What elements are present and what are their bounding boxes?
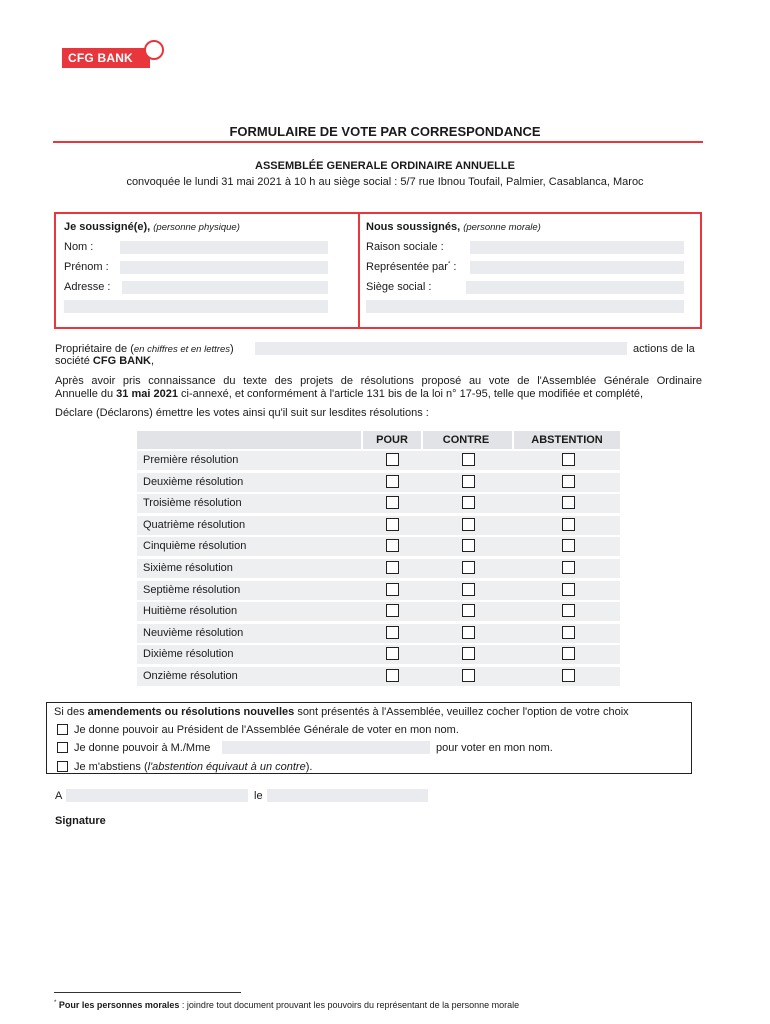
- vote-abstention-checkbox[interactable]: [562, 604, 575, 617]
- header-separator: [421, 431, 423, 449]
- vote-pour-checkbox[interactable]: [386, 496, 399, 509]
- raison-sociale-field[interactable]: [470, 241, 684, 254]
- vote-pour-checkbox[interactable]: [386, 626, 399, 639]
- abstain-pre: Je m'abstiens (: [74, 761, 148, 773]
- option-abstain-checkbox[interactable]: [57, 761, 68, 772]
- physical-heading: [64, 221, 240, 233]
- representee-colon: :: [453, 261, 457, 273]
- resolution-label: Troisième résolution: [143, 497, 242, 510]
- vote-abstention-checkbox[interactable]: [562, 453, 575, 466]
- signature-label: Signature: [55, 815, 106, 827]
- adresse-label: Adresse :: [64, 281, 111, 293]
- vote-abstention-checkbox[interactable]: [562, 583, 575, 596]
- ownership-suffix: ): [229, 343, 234, 355]
- societe-comma: ,: [150, 355, 155, 367]
- vote-pour-checkbox[interactable]: [386, 647, 399, 660]
- vote-pour-checkbox[interactable]: [386, 604, 399, 617]
- footnote-mark: *: [447, 261, 451, 268]
- vote-contre-checkbox[interactable]: [462, 583, 475, 596]
- after-line-2-pre: Annuelle du: [55, 388, 114, 400]
- footnote-bold: Pour les personnes morales: [58, 1000, 180, 1010]
- prenom-field[interactable]: [120, 261, 328, 274]
- amendments-intro-bold: amendements ou résolutions nouvelles: [87, 706, 295, 718]
- resolution-label: Dixième résolution: [143, 648, 234, 661]
- after-line-2: [55, 388, 643, 401]
- representee-label: [366, 261, 456, 273]
- vote-contre-checkbox[interactable]: [462, 561, 475, 574]
- moral-heading-note: (personne morale): [463, 222, 541, 233]
- vote-abstention-checkbox[interactable]: [562, 669, 575, 682]
- option-proxy-checkbox[interactable]: [57, 742, 68, 753]
- logo-seal-icon: [144, 40, 164, 60]
- footnote-star: *: [54, 1000, 57, 1006]
- moral-heading: [366, 221, 541, 233]
- vote-abstention-checkbox[interactable]: [562, 561, 575, 574]
- resolution-label: Septième résolution: [143, 583, 241, 596]
- resolution-label: Cinquième résolution: [143, 540, 247, 553]
- representee-field[interactable]: [470, 261, 684, 274]
- siege-field-2[interactable]: [366, 300, 684, 313]
- vote-contre-checkbox[interactable]: [462, 604, 475, 617]
- ownership-prefix-text: Propriétaire de (: [55, 343, 134, 355]
- resolution-label: Deuxième résolution: [143, 475, 244, 488]
- resolution-label: Onzième résolution: [143, 670, 238, 682]
- header-separator: [512, 431, 514, 449]
- vote-pour-checkbox[interactable]: [386, 561, 399, 574]
- place-field[interactable]: [66, 789, 248, 802]
- vote-contre-checkbox[interactable]: [462, 647, 475, 660]
- amendments-intro-pre: Si des: [54, 706, 85, 718]
- option-president-label: Je donne pouvoir au Président de l'Assemblée Générale de voter en mon nom.: [74, 724, 459, 736]
- identity-separator: [358, 212, 360, 327]
- form-title: FORMULAIRE DE VOTE PAR CORRESPONDANCE: [229, 124, 541, 139]
- shares-count-field[interactable]: [255, 342, 627, 355]
- cfg-bank-logo: [62, 40, 164, 70]
- vote-contre-checkbox[interactable]: [462, 496, 475, 509]
- option-proxy-label: Je donne pouvoir à M./Mme: [74, 742, 211, 754]
- siege-field-1[interactable]: [466, 281, 684, 294]
- title-underline: [53, 141, 703, 143]
- vote-abstention-checkbox[interactable]: [562, 518, 575, 531]
- vote-contre-checkbox[interactable]: [462, 475, 475, 488]
- societe-text: société: [55, 355, 90, 367]
- amendments-intro-post: sont présentés à l'Assemblée, veuillez cocher l'option de votre choix: [297, 706, 629, 718]
- amendments-intro: [54, 706, 629, 719]
- nom-label: Nom :: [64, 241, 94, 253]
- option-president-checkbox[interactable]: [57, 724, 68, 735]
- assembly-subtitle: ASSEMBLÉE GENERALE ORDINAIRE ANNUELLE: [255, 160, 515, 172]
- raison-sociale-label: Raison sociale :: [366, 241, 444, 253]
- vote-contre-checkbox[interactable]: [462, 669, 475, 682]
- adresse-field-2[interactable]: [64, 300, 328, 313]
- footnote: [54, 1000, 519, 1010]
- resolution-label: Quatrième résolution: [143, 518, 246, 531]
- convocation-line: convoquée le lundi 31 mai 2021 à 10 h au siège social : 5/7 rue Ibnou Toufail, Palmier, Casablanca, Maroc: [126, 176, 644, 188]
- vote-column-abstention: ABSTENTION: [531, 434, 603, 446]
- moral-heading-text: Nous soussignés,: [366, 221, 461, 233]
- resolution-label: Première résolution: [143, 454, 239, 466]
- vote-abstention-checkbox[interactable]: [562, 647, 575, 660]
- after-line-2-post: ci-annexé, et conformément à l'article 131 bis de la loi n° 17-95, telle que modifiée et complété,: [181, 388, 644, 400]
- header-separator: [361, 431, 363, 449]
- vote-abstention-checkbox[interactable]: [562, 539, 575, 552]
- vote-abstention-checkbox[interactable]: [562, 626, 575, 639]
- abstain-italic: l'abstention équivaut à un contre: [147, 761, 306, 773]
- option-abstain-label: [74, 761, 312, 774]
- adresse-field-1[interactable]: [122, 281, 328, 294]
- proxy-name-field[interactable]: [222, 741, 430, 754]
- siege-label: Siège social :: [366, 281, 432, 293]
- assembly-date: 31 mai 2021: [116, 388, 178, 400]
- place-label: A: [55, 790, 63, 802]
- vote-abstention-checkbox[interactable]: [562, 496, 575, 509]
- vote-pour-checkbox[interactable]: [386, 539, 399, 552]
- prenom-label: Prénom :: [64, 261, 109, 273]
- date-field[interactable]: [267, 789, 428, 802]
- physical-heading-note: (personne physique): [153, 222, 240, 233]
- vote-column-contre: CONTRE: [442, 434, 490, 446]
- resolution-label: Sixième résolution: [143, 562, 233, 574]
- nom-field[interactable]: [120, 241, 328, 254]
- vote-contre-checkbox[interactable]: [462, 626, 475, 639]
- actions-label: actions de la: [633, 343, 695, 355]
- vote-pour-checkbox[interactable]: [386, 475, 399, 488]
- physical-heading-text: Je soussigné(e),: [64, 221, 151, 233]
- footnote-text: : joindre tout document prouvant les pouvoirs du représentant de la personne morale: [181, 1000, 520, 1010]
- footnote-rule: [54, 992, 241, 993]
- company-name: CFG BANK: [92, 355, 151, 367]
- vote-contre-checkbox[interactable]: [462, 539, 475, 552]
- vote-abstention-checkbox[interactable]: [562, 475, 575, 488]
- societe-line: [55, 355, 154, 368]
- resolution-label: Neuvième résolution: [143, 626, 244, 639]
- vote-contre-checkbox[interactable]: [462, 453, 475, 466]
- vote-pour-checkbox[interactable]: [386, 669, 399, 682]
- vote-contre-checkbox[interactable]: [462, 518, 475, 531]
- abstain-post: ).: [305, 761, 313, 773]
- vote-pour-checkbox[interactable]: [386, 518, 399, 531]
- option-proxy-suffix: pour voter en mon nom.: [436, 742, 553, 754]
- declare-line: Déclare (Déclarons) émettre les votes ainsi qu'il suit sur lesdites résolutions :: [55, 407, 429, 419]
- vote-pour-checkbox[interactable]: [386, 583, 399, 596]
- date-label: le: [254, 790, 263, 802]
- representee-text: Représentée par: [366, 261, 448, 273]
- ownership-note: en chiffres et en lettres: [133, 344, 230, 355]
- vote-column-pour: POUR: [376, 434, 408, 446]
- after-line-1: Après avoir pris connaissance du texte des projets de résolutions proposé au vote de l'Assemblée Générale Ordinaire: [55, 375, 702, 387]
- logo-text: CFG BANK: [68, 51, 133, 65]
- vote-pour-checkbox[interactable]: [386, 453, 399, 466]
- resolution-label: Huitième résolution: [143, 605, 238, 618]
